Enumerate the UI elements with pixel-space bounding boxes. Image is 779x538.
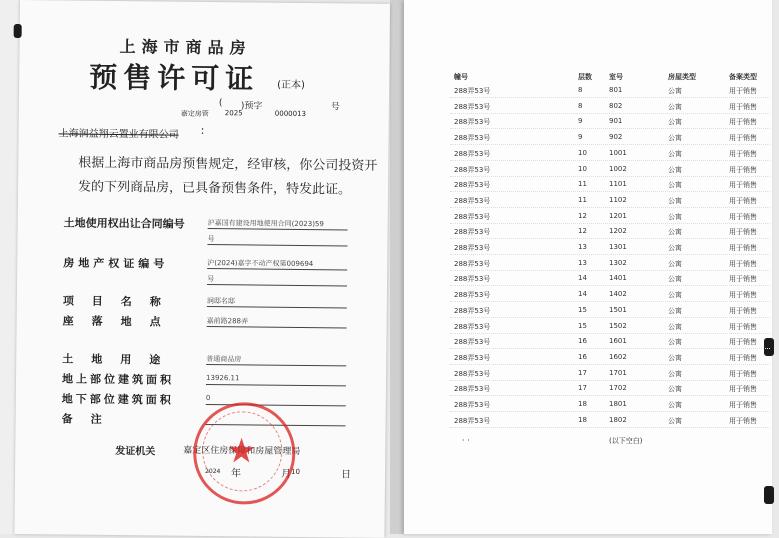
field-suffix-land-contract: 号 <box>207 234 215 244</box>
cell-building: 288弄53号 <box>454 291 491 300</box>
cell-building: 288弄53号 <box>454 228 491 237</box>
cell-floor: 18 <box>578 415 587 424</box>
field-label-below-ground-area: 地下部位建筑面积 <box>61 392 174 407</box>
copy-note: (正本) <box>277 79 305 91</box>
number-open-paren: ( <box>218 98 223 109</box>
cell-filing: 用于销售 <box>729 338 757 347</box>
cell-building: 288弄53号 <box>454 149 491 158</box>
cell-building: 288弄53号 <box>454 322 491 331</box>
binder-clip-icon <box>14 24 22 38</box>
row-divider <box>450 254 770 255</box>
cell-filing: 用于销售 <box>729 291 757 300</box>
cell-building: 288弄53号 <box>454 259 491 268</box>
cell-floor: 17 <box>578 384 587 393</box>
cell-floor: 13 <box>578 258 587 267</box>
number-middle: )预字 <box>240 101 263 112</box>
cell-type: 公寓 <box>668 369 682 378</box>
cell-floor: 16 <box>578 352 587 361</box>
field-value-property-cert: 沪(2024)嘉字不动产权第009694 <box>207 258 314 269</box>
cell-floor: 11 <box>578 195 587 204</box>
field-value-above-ground-area: 13926.11 <box>206 373 240 383</box>
cell-room: 801 <box>609 86 623 94</box>
cell-filing: 用于销售 <box>729 228 757 237</box>
row-divider <box>450 301 770 302</box>
cell-type: 公寓 <box>668 259 682 268</box>
row-divider <box>450 207 770 208</box>
cell-room: 1502 <box>609 321 627 330</box>
cell-room: 1002 <box>609 164 627 173</box>
cell-floor: 11 <box>578 180 587 189</box>
cell-type: 公寓 <box>668 322 682 331</box>
cell-filing: 用于销售 <box>729 259 757 268</box>
field-value-project-name: 润邸名邸 <box>206 296 235 306</box>
field-value-land-use: 普通商品房 <box>206 354 242 364</box>
cell-filing: 用于销售 <box>729 306 757 315</box>
cell-building: 288弄53号 <box>454 212 491 221</box>
field-value-land-contract: 沪嘉国有建设用地使用合同(2023)59 <box>207 218 324 229</box>
row-divider <box>450 380 770 381</box>
row-divider <box>450 128 770 129</box>
certificate-paragraph: 根据上海市商品房预售规定，经审核，你公司投资开发的下列商品房，已具备预售条件，特发此证。 <box>77 155 378 198</box>
cell-floor: 8 <box>578 86 583 94</box>
cell-building: 288弄53号 <box>454 181 491 190</box>
cell-building: 288弄53号 <box>454 353 491 362</box>
unit-list-page <box>404 0 772 534</box>
cell-floor: 15 <box>578 305 587 314</box>
row-divider <box>450 223 770 224</box>
row-divider <box>450 395 770 396</box>
cell-building: 288弄53号 <box>454 244 491 252</box>
col-header-floor: 层数 <box>578 73 592 81</box>
cell-filing: 用于销售 <box>729 385 757 394</box>
cell-room: 902 <box>609 133 623 142</box>
cell-room: 1801 <box>609 400 627 408</box>
cell-type: 公寓 <box>668 87 682 95</box>
cell-floor: 8 <box>578 101 583 110</box>
row-divider <box>450 348 770 349</box>
cell-type: 公寓 <box>668 134 682 143</box>
cell-building: 288弄53号 <box>454 369 491 378</box>
row-divider <box>450 270 770 271</box>
cell-room: 1402 <box>609 290 627 299</box>
cell-type: 公寓 <box>668 212 682 221</box>
cell-building: 288弄53号 <box>454 134 491 143</box>
cell-floor: 10 <box>578 148 587 157</box>
field-label-location: 座落地点 <box>62 314 179 329</box>
cell-room: 1202 <box>609 227 627 236</box>
blank-below-note: (以下空白) <box>609 437 643 445</box>
cell-building: 288弄53号 <box>454 165 491 174</box>
cell-room: 1201 <box>609 211 627 220</box>
row-divider <box>450 364 770 365</box>
cell-filing: 用于销售 <box>729 212 757 221</box>
cell-building: 288弄53号 <box>454 416 491 425</box>
binder-clip-icon <box>764 338 774 356</box>
cell-filing: 用于销售 <box>729 275 757 284</box>
cell-building: 288弄53号 <box>454 385 491 394</box>
license-serial: 0000013 <box>274 109 307 119</box>
issuer-name: 嘉定区住房保障和房屋管理局 <box>183 445 301 457</box>
cell-filing: 用于销售 <box>729 353 757 362</box>
field-label-remarks: 备注 <box>61 412 120 427</box>
cell-floor: 12 <box>578 211 587 220</box>
col-header-filing: 备案类型 <box>729 73 757 81</box>
cell-type: 公寓 <box>668 385 682 394</box>
cell-room: 1701 <box>609 368 627 377</box>
row-divider <box>450 238 770 239</box>
cell-type: 公寓 <box>668 181 682 190</box>
cell-type: 公寓 <box>668 353 682 362</box>
cell-floor: 15 <box>578 321 587 330</box>
seal-star-icon: ★ <box>226 431 257 472</box>
cell-type: 公寓 <box>668 244 682 252</box>
field-value-below-ground-area: 0 <box>205 393 211 403</box>
year-unit: 年 <box>230 468 242 480</box>
cell-type: 公寓 <box>668 306 682 315</box>
cell-type: 公寓 <box>668 196 682 205</box>
cell-filing: 用于销售 <box>729 322 757 331</box>
cell-type: 公寓 <box>668 149 682 158</box>
cell-room: 802 <box>609 101 623 110</box>
footer-dots: · · <box>462 436 470 445</box>
cell-room: 1301 <box>609 243 627 251</box>
row-divider <box>450 160 770 161</box>
day-unit: 日 <box>340 469 352 481</box>
cell-filing: 用于销售 <box>729 244 757 252</box>
cell-type: 公寓 <box>668 118 682 127</box>
cell-type: 公寓 <box>668 291 682 300</box>
field-label-property-cert: 房地产权证编号 <box>63 256 169 271</box>
field-label-land-contract: 土地使用权出让合同编号 <box>63 216 185 231</box>
row-divider <box>450 97 770 98</box>
field-label-project-name: 项目名称 <box>62 294 179 309</box>
number-suffix: 号 <box>330 102 340 113</box>
cell-filing: 用于销售 <box>729 149 757 158</box>
cell-floor: 18 <box>578 400 587 408</box>
cell-type: 公寓 <box>668 102 682 111</box>
cell-floor: 14 <box>578 274 587 283</box>
col-header-building: 幢号 <box>454 73 468 81</box>
cell-type: 公寓 <box>668 275 682 284</box>
cell-room: 1401 <box>609 274 627 283</box>
official-seal <box>193 402 296 505</box>
cell-building: 288弄53号 <box>454 87 491 95</box>
cell-type: 公寓 <box>668 401 682 409</box>
cell-room: 901 <box>609 117 623 126</box>
book-gutter <box>390 0 404 534</box>
cell-building: 288弄53号 <box>454 118 491 127</box>
cell-filing: 用于销售 <box>729 87 757 95</box>
cell-type: 公寓 <box>668 416 682 425</box>
cell-filing: 用于销售 <box>729 401 757 409</box>
cell-room: 1102 <box>609 195 627 204</box>
cell-room: 1501 <box>609 305 627 314</box>
cell-building: 288弄53号 <box>454 401 491 409</box>
cell-room: 1001 <box>609 148 627 157</box>
cell-room: 1702 <box>609 384 627 393</box>
row-divider <box>450 427 770 428</box>
cell-room: 1802 <box>609 415 627 424</box>
cell-filing: 用于销售 <box>729 118 757 127</box>
license-year: 2025 <box>224 109 243 118</box>
cell-floor: 17 <box>578 368 587 377</box>
cell-room: 1601 <box>609 337 627 346</box>
row-divider <box>450 411 770 412</box>
cell-type: 公寓 <box>668 228 682 237</box>
cell-filing: 用于销售 <box>729 369 757 378</box>
cell-filing: 用于销售 <box>729 196 757 205</box>
cell-floor: 16 <box>578 337 587 346</box>
cell-filing: 用于销售 <box>729 416 757 425</box>
cell-floor: 13 <box>578 243 587 251</box>
row-divider <box>450 144 770 145</box>
cell-floor: 9 <box>578 117 583 126</box>
cell-filing: 用于销售 <box>729 134 757 143</box>
cell-building: 288弄53号 <box>454 102 491 111</box>
row-divider <box>450 191 770 192</box>
cell-type: 公寓 <box>668 165 682 174</box>
cell-building: 288弄53号 <box>454 338 491 347</box>
field-suffix-property-cert: 号 <box>207 274 215 284</box>
field-label-above-ground-area: 地上部位建筑面积 <box>61 372 175 387</box>
row-divider <box>450 285 770 286</box>
cell-building: 288弄53号 <box>454 306 491 315</box>
row-divider <box>450 113 770 114</box>
cell-room: 1602 <box>609 352 627 361</box>
row-divider <box>450 317 770 318</box>
cell-floor: 14 <box>578 290 587 299</box>
issuer-label: 发证机关 <box>115 446 156 458</box>
cell-room: 1302 <box>609 258 627 267</box>
cell-floor: 10 <box>578 164 587 173</box>
document-title: 预售许可证 <box>89 60 260 96</box>
cell-building: 288弄53号 <box>454 275 491 284</box>
issue-year: 2024 <box>205 467 221 476</box>
presale-certificate-page <box>14 0 390 538</box>
cell-filing: 用于销售 <box>729 165 757 174</box>
row-divider <box>450 333 770 334</box>
row-divider <box>450 176 770 177</box>
cell-building: 288弄53号 <box>454 196 491 205</box>
cell-floor: 9 <box>578 133 583 142</box>
month-unit: 月 <box>280 468 292 480</box>
col-header-room: 室号 <box>609 73 623 81</box>
company-name: 上海润益翔云置业有限公司 <box>58 128 179 141</box>
field-value-location: 嘉前路288弄 <box>206 316 249 326</box>
cell-filing: 用于销售 <box>729 181 757 190</box>
field-label-land-use: 土地用途 <box>62 352 179 367</box>
col-header-type: 房屋类型 <box>668 73 696 81</box>
cell-type: 公寓 <box>668 338 682 347</box>
cell-filing: 用于销售 <box>729 102 757 111</box>
cell-floor: 12 <box>578 227 587 236</box>
city-title: 上海市商品房 <box>119 37 252 58</box>
issue-month: 10 <box>291 467 301 476</box>
binder-clip-icon <box>764 486 774 504</box>
cell-room: 1101 <box>609 180 627 189</box>
company-colon: : <box>200 123 205 137</box>
dept-code: 嘉定房管 <box>180 109 209 118</box>
